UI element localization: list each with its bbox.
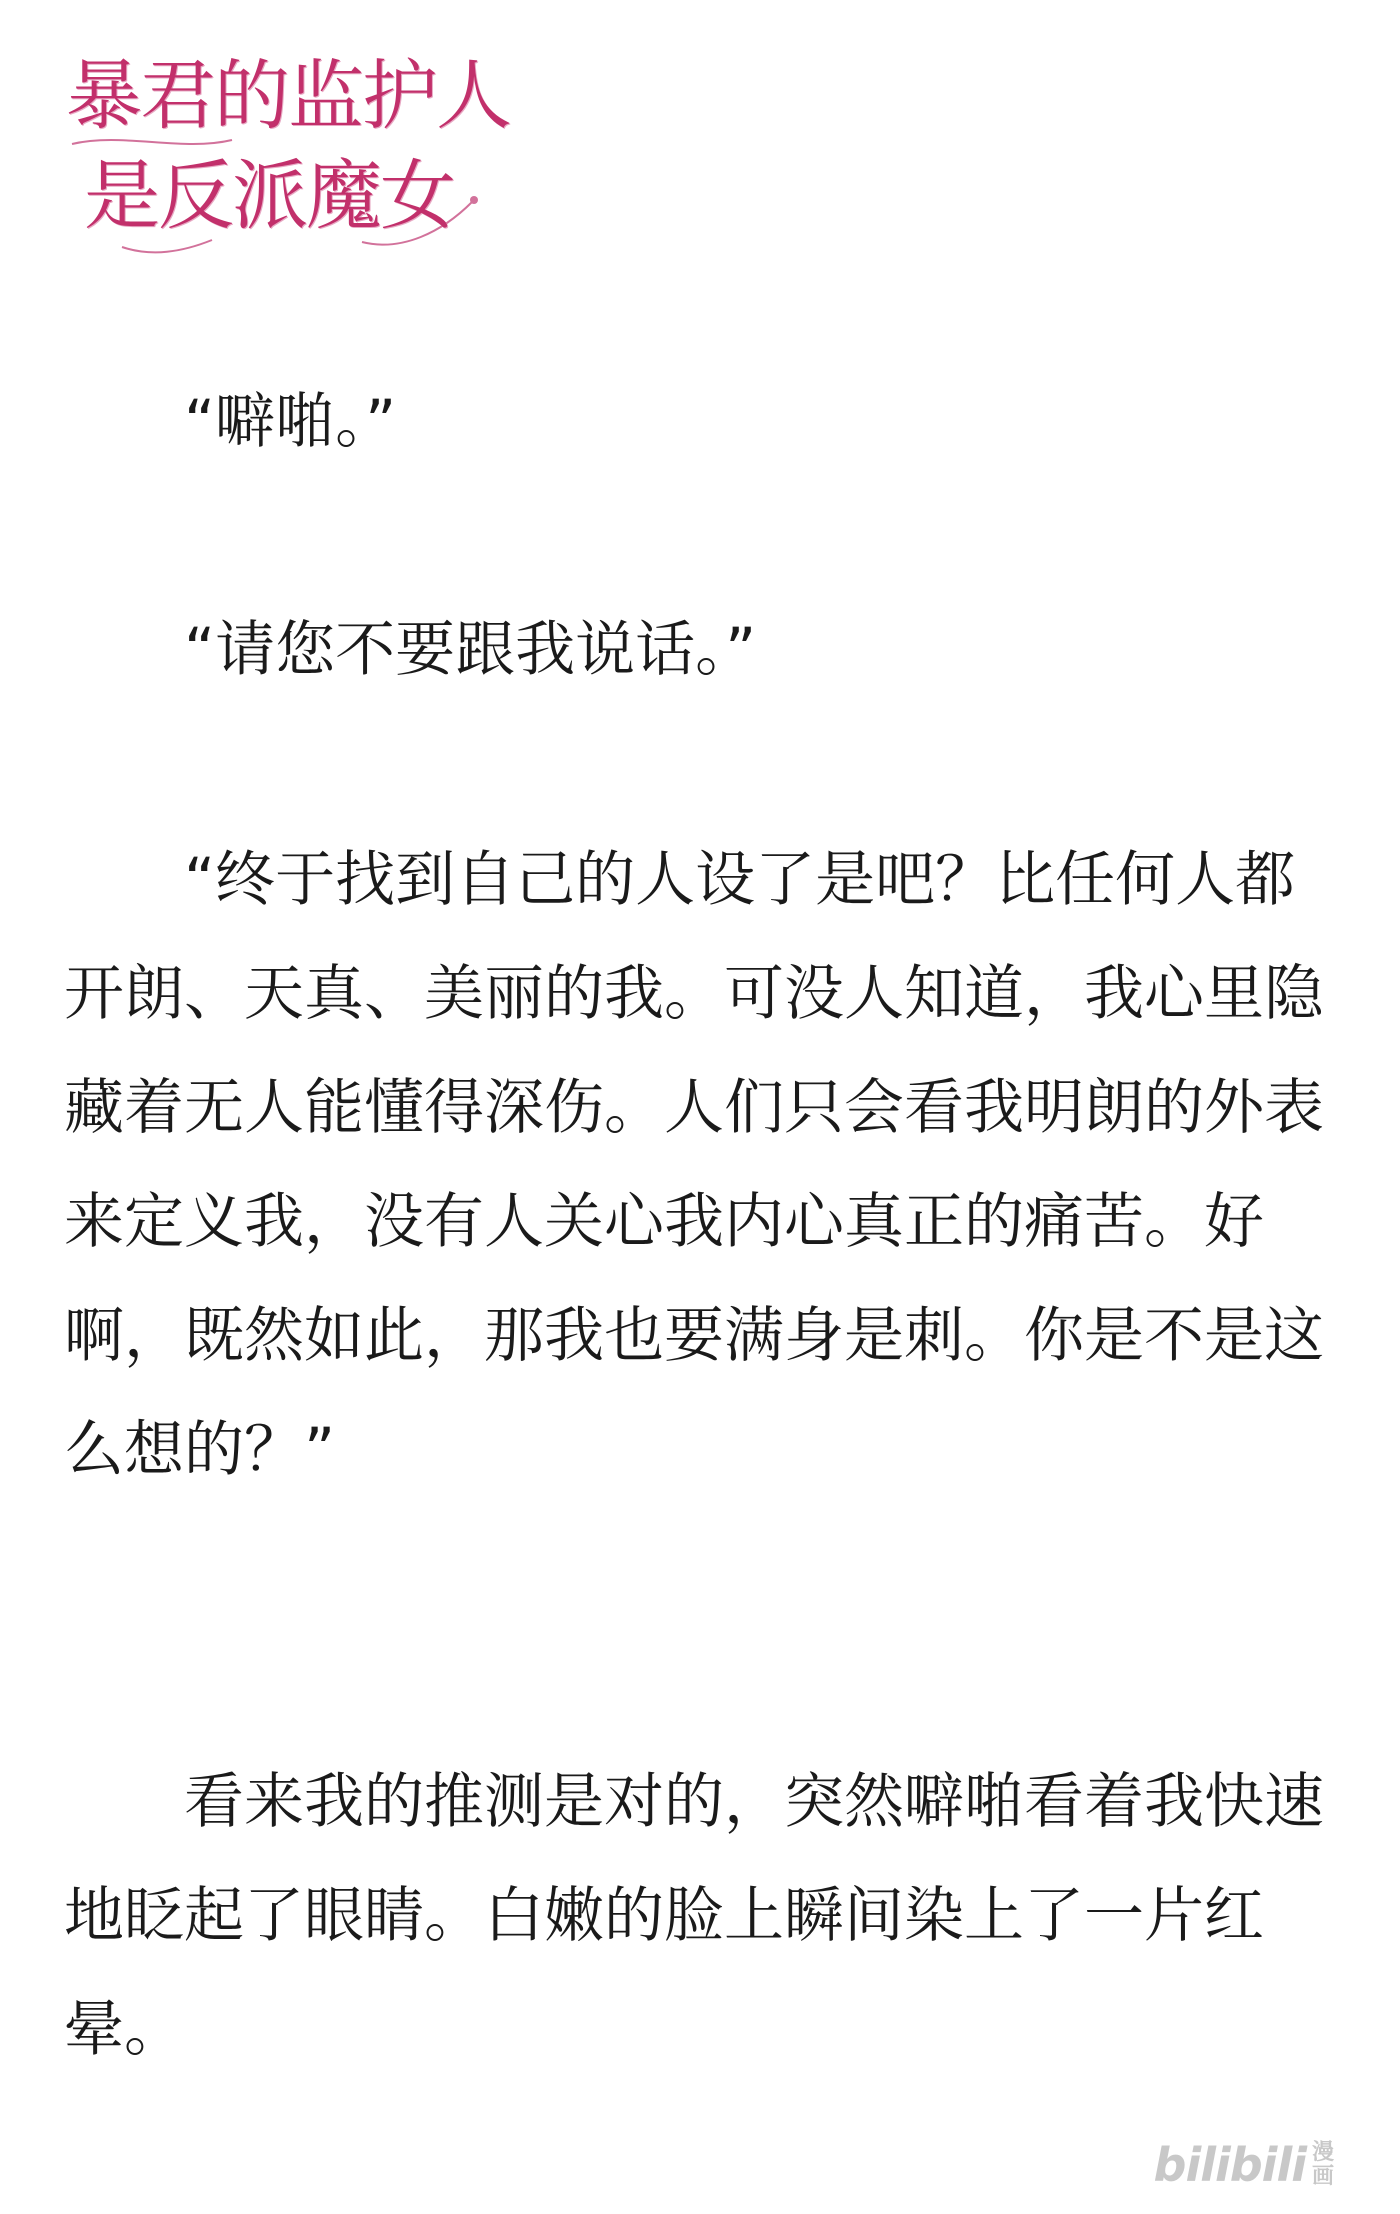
watermark-sub-1: 漫	[1311, 2140, 1334, 2165]
paragraph: “噼啪。”	[64, 387, 397, 457]
watermark-sub	[1312, 2141, 1334, 2189]
paragraph: “终于找到自己的人设了是吧？比任何人都开朗、天真、美丽的我。可没人知道，我心里隐藏着无人能懂得深伤。人们只会看我明朗的外表来定义我，没有人关心我内心真正的痛苦。好啊，既然如此，那我也要满身是刺。你是不是这么想的？”	[64, 845, 1324, 1485]
logo-title-line-1: 暴君的监护人	[66, 51, 510, 140]
watermark-brand: bilibili	[1153, 2138, 1306, 2192]
logo-title-line-2: 是反派魔女	[84, 151, 454, 240]
watermark-sub-2: 画	[1311, 2164, 1334, 2189]
paragraph: 看来我的推测是对的，突然噼啪看着我快速地眨起了眼睛。白嫩的脸上瞬间染上了一片红晕。	[64, 1767, 1324, 2065]
comic-title-logo	[62, 51, 510, 262]
bilibili-watermark	[1154, 2138, 1334, 2192]
paragraph: “请您不要跟我说话。”	[64, 615, 757, 685]
